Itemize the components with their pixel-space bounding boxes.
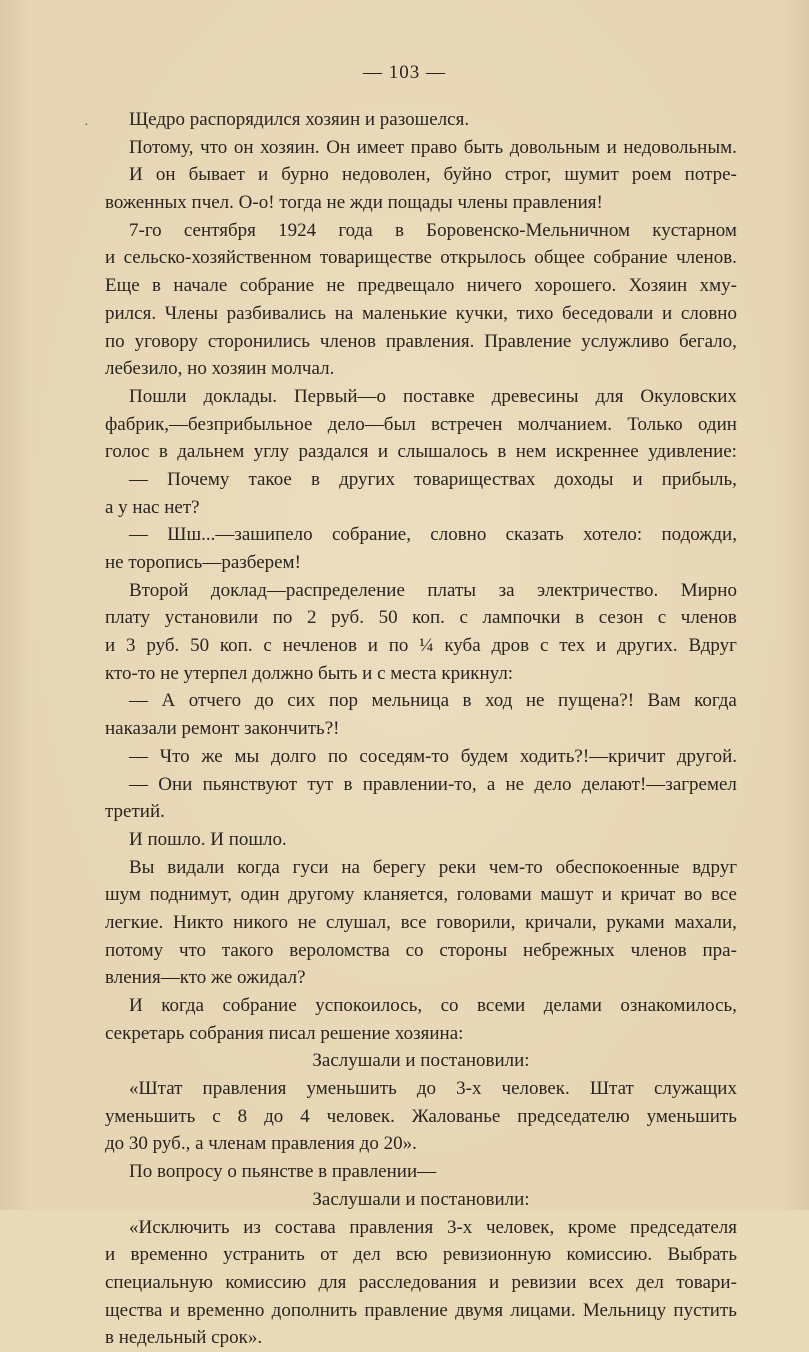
text-line: легкие. Никто никого не слушал, все говорили, кричали, руками махали, <box>105 911 737 933</box>
text-line: Второй доклад—распределение платы за электричество. Мирно <box>129 579 737 601</box>
body-text <box>105 106 737 1352</box>
text-line: шум поднимут, один другому кланяется, головами машут и кричат во все <box>105 884 737 906</box>
text-line: Вы видали когда гуси на берегу реки чем-то обеспокоенные вдруг <box>129 856 737 878</box>
text-line: и 3 руб. 50 коп. с нечленов и по ¼ куба дров с тех и других. Вдруг <box>105 635 737 657</box>
text-line: 7-го сентября 1924 года в Боровенско-Мельничном кустарном <box>129 219 737 241</box>
text-line: Щедро распорядился хозяин и разошелся. <box>129 109 470 130</box>
text-line: воженных пчел. О-о! тогда не жди пощады члены правления! <box>105 192 603 214</box>
page-number: — 103 — <box>363 62 446 83</box>
text-line: Заслушали и постановили: <box>312 1188 530 1210</box>
text-line: щества и временно дополнить правление двумя лицами. Мельницу пустить <box>105 1299 737 1321</box>
text-line: в недельный срок». <box>105 1327 263 1349</box>
text-line: — Шш...—зашипело собрание, словно сказать хотело: подожди, <box>129 524 737 546</box>
text-line: плату установили по 2 руб. 50 коп. с лампочки в сезон с членов <box>105 607 737 629</box>
text-line: фабрик,—безприбыльное дело—был встречен молчанием. Только один <box>105 413 737 435</box>
text-line: — Они пьянствуют тут в правлении-то, а не дело делают!—загремел <box>129 773 737 795</box>
text-line: секретарь собрания писал решение хозяина: <box>105 1022 464 1044</box>
text-line: Еще в начале собрание не предвещало ничего хорошего. Хозяин хму- <box>105 275 737 297</box>
text-line: и временно устранить от дел всю ревизионную комиссию. Выбрать <box>105 1244 737 1266</box>
text-line: — А отчего до сих пор мельница в ход не пущена?! Вам когда <box>129 690 737 712</box>
text-line: По вопросу о пьянстве в правлении— <box>129 1161 437 1183</box>
text-line: И пошло. И пошло. <box>129 828 287 850</box>
text-line: рился. Члены разбивались на маленькие кучки, тихо беседовали и словно <box>105 302 737 324</box>
text-line: — Почему такое в других товариществах доходы и прибыль, <box>129 468 737 490</box>
text-line: лебезило, но хозяин молчал. <box>105 358 335 380</box>
text-line: Потому, что он хозяин. Он имеет право быть довольным и недовольным. <box>129 136 737 158</box>
text-line: не торопись—разберем! <box>105 552 301 573</box>
text-line: третий. <box>105 801 165 823</box>
text-line: до 30 руб., а членам правления до 20». <box>105 1133 417 1155</box>
text-line: «Исключить из состава правления 3-х человек, кроме председателя <box>129 1216 737 1238</box>
text-line: — Что же мы долго по соседям-то будем ходить?!—кричит другой. <box>129 745 737 767</box>
text-line: наказали ремонт закончить?! <box>105 718 340 740</box>
text-line: Заслушали и постановили: <box>312 1050 530 1072</box>
text-line: а у нас нет? <box>105 496 200 518</box>
text-line: потому что такого вероломства со стороны небрежных членов пра- <box>105 939 737 961</box>
text-line: специальную комиссию для расследования и ревизии всех дел товари- <box>105 1271 737 1293</box>
text-line: И он бывает и бурно недоволен, буйно строг, шумит роем потре- <box>129 164 737 186</box>
text-line: вления—кто же ожидал? <box>105 967 306 989</box>
text-line: Пошли доклады. Первый—о поставке древесины для Окуловских <box>129 385 737 407</box>
text-line: уменьшить с 8 до 4 человек. Жалованье председателю уменьшить <box>105 1105 737 1127</box>
text-line: «Штат правления уменьшить до 3-х человек. Штат служащих <box>129 1078 737 1100</box>
margin-mark: · <box>84 118 89 133</box>
text-line: и сельско-хозяйственном товариществе открылось общее собрание членов. <box>105 247 737 269</box>
text-line: по уговору сторонились членов правления. Правление услужливо бегало, <box>105 330 737 352</box>
text-line: И когда собрание успокоилось, со всеми делами ознакомилось, <box>129 995 737 1016</box>
text-line: голос в дальнем углу раздался и слышалось в нем искреннее удивление: <box>105 441 737 463</box>
text-line: кто-то не утерпел должно быть и с места крикнул: <box>105 662 514 684</box>
